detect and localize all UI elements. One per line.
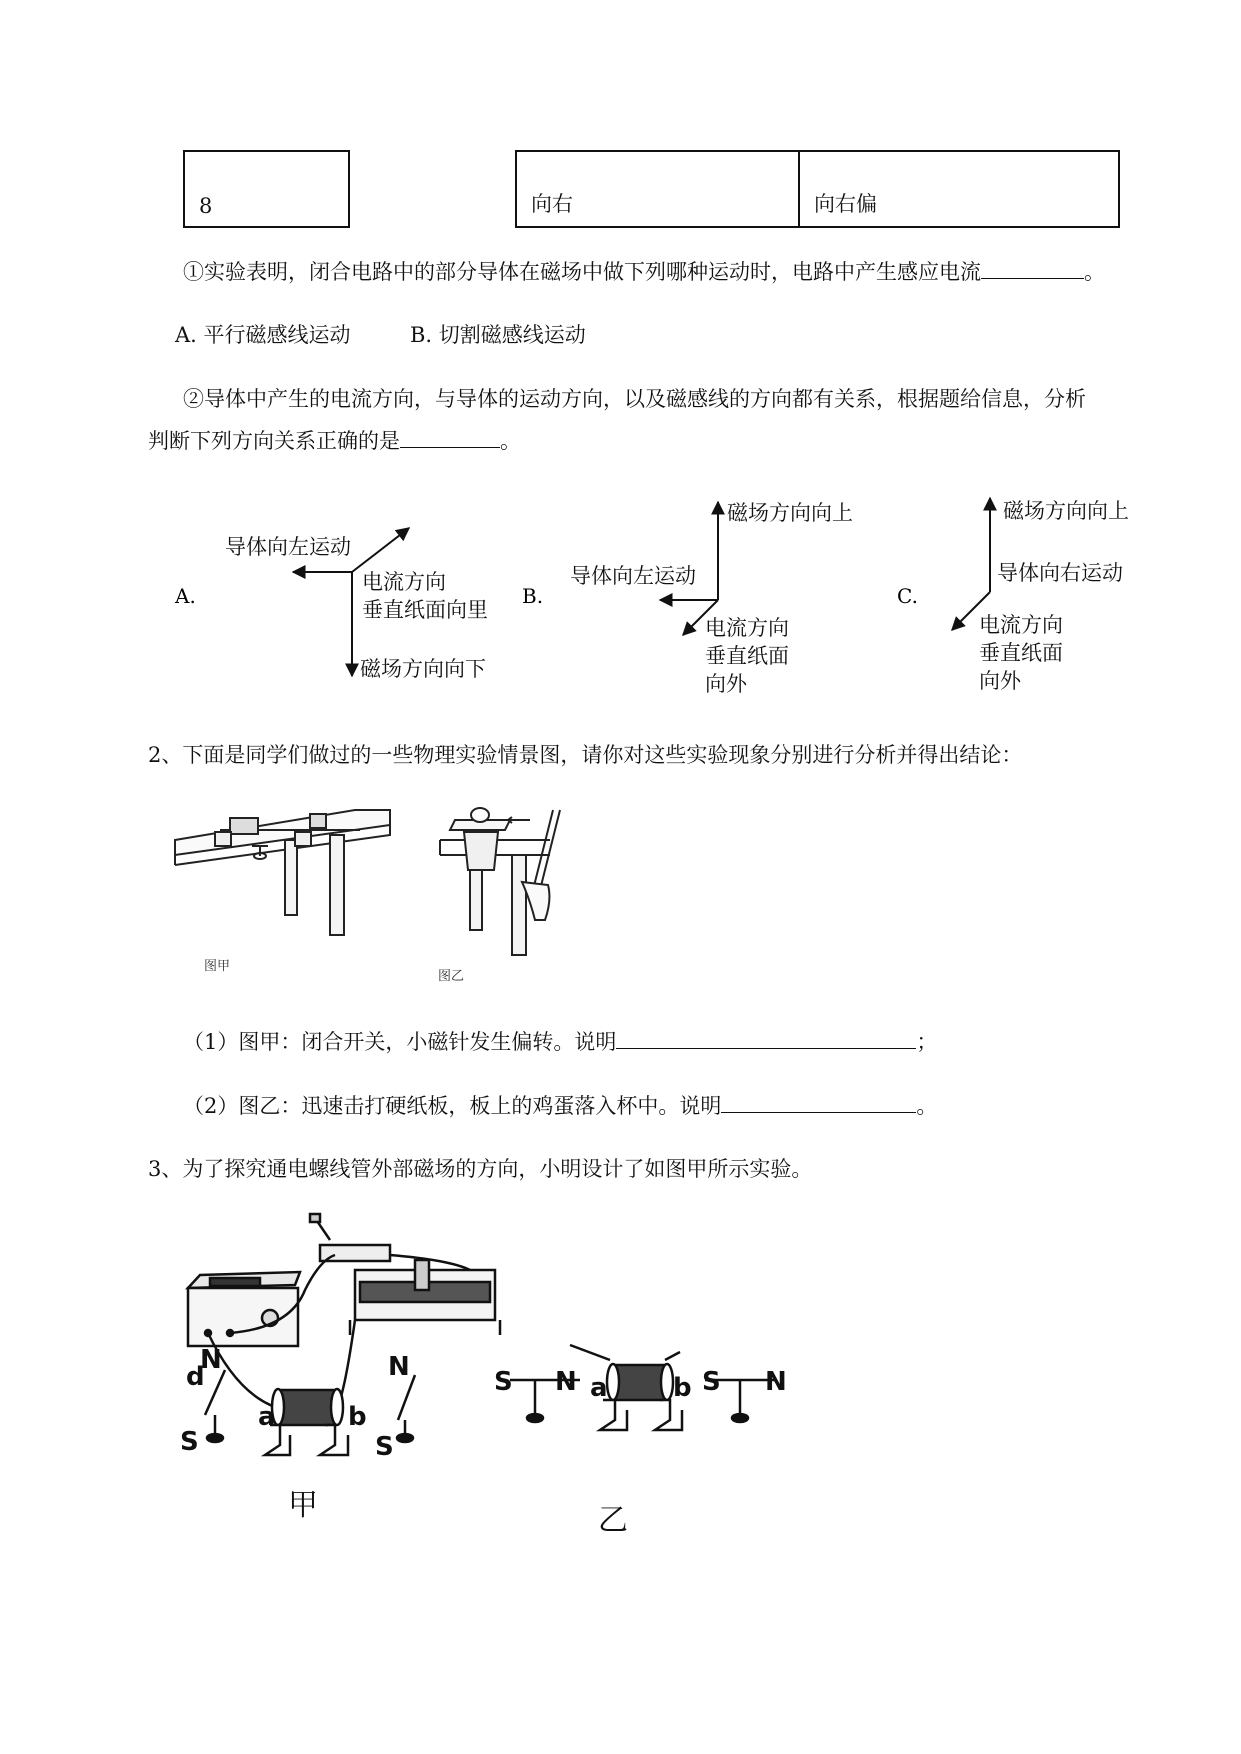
diagram-c-field-label: 磁场方向向上 <box>1003 499 1129 523</box>
results-table <box>183 150 1120 228</box>
figure-yi <box>440 808 560 955</box>
diagram-c-current-label: 电流方向 <box>979 613 1063 637</box>
q2-item1-end: ； <box>916 1030 938 1054</box>
diagram-a-current-label: 电流方向 <box>362 570 446 594</box>
answer-blank[interactable] <box>616 1026 916 1049</box>
q1-part1 <box>183 256 1105 286</box>
label-b: b <box>673 1373 692 1403</box>
q2-item2-text: （2）图乙：迅速击打硬纸板，板上的鸡蛋落入杯中。说明 <box>183 1094 722 1118</box>
q2-item1 <box>183 1026 937 1056</box>
diagram-b-current-label-3: 向外 <box>705 672 747 696</box>
diagram-c-motion-label: 导体向右运动 <box>997 561 1123 585</box>
label-n: N <box>765 1367 787 1397</box>
figure-yi-label: 乙 <box>598 1503 628 1538</box>
diagram-c <box>897 498 1129 693</box>
q2-item2-end: 。 <box>916 1094 938 1118</box>
table-cell: 8 <box>184 151 349 227</box>
q1-option-b: B. 切割磁感线运动 <box>410 323 586 347</box>
table-row <box>184 151 1119 227</box>
diagram-a-field-label: 磁场方向向下 <box>360 657 486 681</box>
figure-jia-apparatus <box>188 1214 775 1455</box>
figure-yi-caption: 图乙 <box>438 969 465 984</box>
q1-part2-text: 判断下列方向关系正确的是 <box>148 429 400 453</box>
label-d: d <box>186 1362 205 1392</box>
q2-figures <box>160 790 630 990</box>
diagram-b-field-label: 磁场方向向上 <box>727 501 853 525</box>
q1-part2-line2 <box>148 425 521 455</box>
diagram-a <box>174 528 488 681</box>
diagram-a-option: A. <box>175 584 196 608</box>
diagram-a-motion-label: 导体向左运动 <box>225 535 351 559</box>
table-cell: 向右偏 <box>799 151 1119 227</box>
label-s: S <box>702 1367 721 1397</box>
q1-part2-line1: ②导体中产生的电流方向，与导体的运动方向，以及磁感线的方向都有关系，根据题给信息，分析 <box>183 387 1086 411</box>
table-cell: 向右 <box>516 151 799 227</box>
answer-blank[interactable] <box>981 256 1084 279</box>
label-a: a <box>258 1402 276 1432</box>
diagram-c-current-label-3: 向外 <box>979 669 1021 693</box>
q1-part2-end: 。 <box>500 429 521 453</box>
label-s: S <box>375 1432 394 1462</box>
figure-jia-caption: 图甲 <box>204 959 231 974</box>
diagram-c-current-label-2: 垂直纸面 <box>979 641 1063 665</box>
label-n: N <box>388 1352 410 1382</box>
figure-jia-label: 甲 <box>288 1488 318 1523</box>
diagram-b-motion-label: 导体向左运动 <box>570 564 696 588</box>
label-b: b <box>348 1402 367 1432</box>
figure-jia <box>175 810 390 935</box>
label-n: N <box>555 1367 577 1397</box>
diagram-b-current-label-2: 垂直纸面 <box>705 644 789 668</box>
answer-blank[interactable] <box>721 1090 916 1113</box>
q2-item1-text: （1）图甲：闭合开关，小磁针发生偏转。说明 <box>183 1030 617 1054</box>
q1-part1-end: 。 <box>1084 260 1105 284</box>
label-a: a <box>590 1373 608 1403</box>
table-cell <box>349 151 516 227</box>
label-s: S <box>494 1367 513 1397</box>
diagram-b-current-label: 电流方向 <box>705 616 789 640</box>
label-n: N <box>200 1345 222 1375</box>
diagram-b <box>522 501 853 696</box>
q2-item2 <box>183 1090 937 1120</box>
label-s: S <box>180 1427 199 1457</box>
q1-option-a: A. 平行磁感线运动 <box>175 323 351 347</box>
diagram-c-option: C. <box>897 584 918 608</box>
q3-figure <box>170 1210 890 1560</box>
q2-intro: 2、下面是同学们做过的一些物理实验情景图，请你对这些实验现象分别进行分析并得出结论： <box>148 743 1023 767</box>
direction-diagrams <box>0 480 1241 710</box>
diagram-b-option: B. <box>522 584 544 608</box>
q1-part1-text: ①实验表明，闭合电路中的部分导体在磁场中做下列哪种运动时，电路中产生感应电流 <box>183 260 981 284</box>
answer-blank[interactable] <box>400 425 500 448</box>
diagram-a-current-label-2: 垂直纸面向里 <box>362 598 488 622</box>
q3-intro: 3、为了探究通电螺线管外部磁场的方向，小明设计了如图甲所示实验。 <box>148 1157 813 1181</box>
